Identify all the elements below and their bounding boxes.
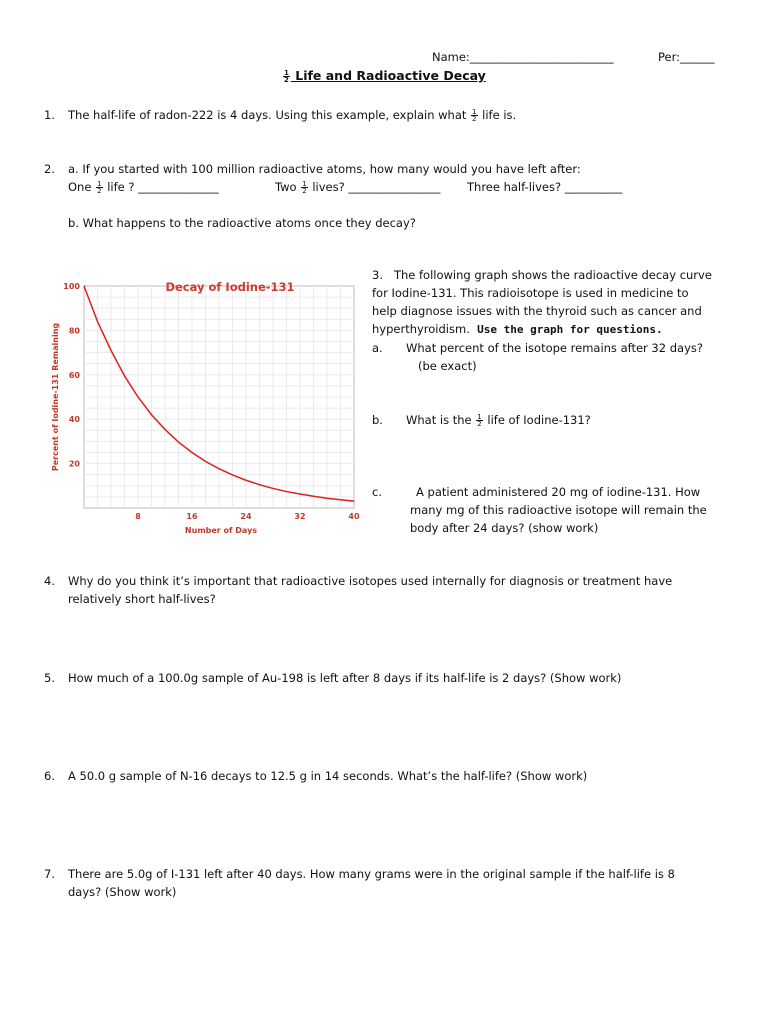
question-4-line-2: relatively short half-lives? — [68, 592, 216, 606]
question-number: 5. — [44, 671, 55, 685]
question-3-line-1: 3. The following graph shows the radioactive decay curve — [372, 268, 712, 282]
decay-curve-point — [205, 461, 206, 462]
decay-curve-point — [137, 396, 138, 397]
decay-curve-point — [232, 474, 233, 475]
decay-curve-point — [326, 498, 327, 499]
question-4-line-1: Why do you think it’s important that radioactive isotopes used internally for diagnosis or treatment have — [68, 574, 673, 588]
y-tick-label: 60 — [68, 370, 80, 380]
chart-title: Decay of Iodine-131 — [165, 280, 295, 294]
question-3b-label: b. — [372, 413, 383, 427]
question-3a-note: (be exact) — [418, 359, 477, 373]
question-3-line-3: help diagnose issues with the thyroid such as cancer and — [372, 304, 702, 318]
question-3a-text: What percent of the isotope remains after 32 days? — [406, 341, 703, 355]
chart-x-axis-label: Number of Days — [184, 526, 258, 535]
chart-y-axis-label: Percent of Iodine-131 Remaining — [51, 322, 60, 472]
y-tick-label: 20 — [68, 459, 80, 469]
decay-curve-point — [164, 429, 165, 430]
question-7-line-2: days? (Show work) — [68, 885, 177, 899]
decay-curve-point — [353, 501, 354, 502]
question-2b-text: b. What happens to the radioactive atoms once they decay? — [68, 216, 416, 230]
x-tick-label: 24 — [240, 512, 252, 521]
decay-curve-point — [110, 350, 111, 351]
question-2a-one-life: One $\frac{1}{2}$ life ? ______________ — [68, 180, 219, 195]
title-fraction: $\frac{1}{2}$ — [284, 69, 289, 84]
question-2a-two-lives: Two $\frac{1}{2}$ lives? ________________ — [275, 180, 441, 195]
question-3c-label: c. — [372, 485, 382, 499]
question-2a-three-lives: Three half-lives? __________ — [467, 180, 623, 194]
decay-chart — [44, 270, 362, 540]
question-7-line-1: There are 5.0g of I-131 left after 40 days. How many grams were in the original sample if the half-life is 8 — [68, 867, 675, 881]
y-tick-label: 40 — [68, 415, 80, 425]
x-tick-label: 8 — [135, 512, 141, 521]
question-3c-line-2: many mg of this radioactive isotope will remain the — [410, 503, 707, 517]
decay-curve-point — [286, 491, 287, 492]
question-number: 2. — [44, 162, 55, 176]
decay-curve-point — [97, 321, 98, 322]
name-field-label: Name:_________________________ — [432, 50, 614, 64]
x-tick-label: 40 — [348, 512, 360, 521]
question-5-text: How much of a 100.0g sample of Au-198 is left after 8 days if its half-life is 2 days? (Show work) — [68, 671, 622, 685]
page-title — [282, 68, 486, 83]
question-6-text: A 50.0 g sample of N-16 decays to 12.5 g in 14 seconds. What’s the half-life? (Show work) — [68, 769, 588, 783]
decay-curve-point — [245, 480, 246, 481]
decay-curve-point — [218, 468, 219, 469]
decay-curve-point — [299, 493, 300, 494]
page-title-text: Life and Radioactive Decay — [295, 68, 486, 83]
decay-curve-point — [272, 488, 273, 489]
decay-chart-svg — [44, 270, 362, 540]
x-tick-label: 32 — [294, 512, 306, 521]
decay-curve-point — [151, 414, 152, 415]
decay-curve-point — [340, 499, 341, 500]
decay-curve-point — [124, 375, 125, 376]
question-number: 6. — [44, 769, 55, 783]
decay-curve-point — [83, 285, 84, 286]
question-number: 7. — [44, 867, 55, 881]
question-3c-line-1: A patient administered 20 mg of iodine-131. How — [416, 485, 701, 499]
question-2a-text: a. If you started with 100 million radioactive atoms, how many would you have left after: — [68, 162, 581, 176]
decay-curve-point — [191, 452, 192, 453]
decay-curve-point — [178, 441, 179, 442]
question-number: 4. — [44, 574, 55, 588]
question-3b-text: What is the $\frac{1}{2}$ life of Iodine-131? — [406, 413, 591, 428]
decay-curve-point — [259, 484, 260, 485]
y-tick-label: 80 — [68, 326, 80, 336]
question-number: 3. — [372, 268, 383, 282]
question-1-text: The half-life of radon-222 is 4 days. Using this example, explain what $\frac{1}{2}$ life is. — [68, 108, 517, 123]
question-number: 1. — [44, 108, 55, 122]
question-3-line-4: hyperthyroidism. Use the graph for questions. — [372, 322, 663, 336]
question-3c-line-3: body after 24 days? (show work) — [410, 521, 599, 535]
period-field-label: Per:______ — [658, 50, 715, 64]
x-tick-label: 16 — [186, 512, 198, 521]
graph-instruction: Use the graph for questions. — [477, 323, 663, 336]
question-3a-label: a. — [372, 341, 383, 355]
decay-curve-point — [313, 496, 314, 497]
question-3-line-2: for Iodine-131. This radioisotope is used in medicine to — [372, 286, 689, 300]
y-tick-label: 100 — [63, 282, 80, 291]
